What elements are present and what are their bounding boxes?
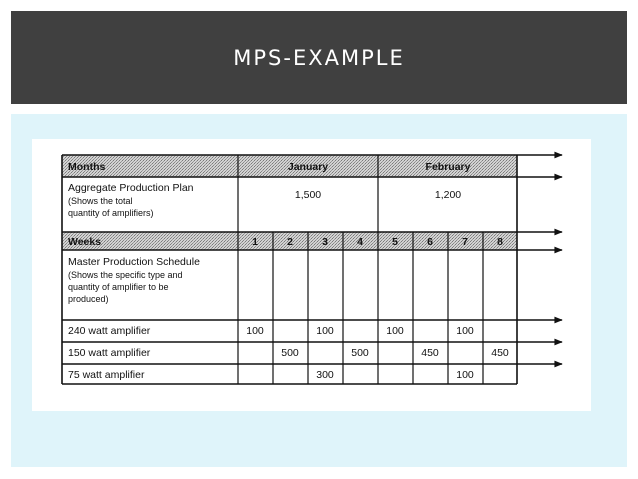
- mps-note-2: quantity of amplifier to be: [68, 282, 169, 292]
- week-number: 7: [462, 236, 468, 248]
- aggregate-title: Aggregate Production Plan: [68, 182, 194, 194]
- mps-table-image: [32, 139, 591, 411]
- row-150w-values: [281, 347, 509, 359]
- table-cell: 450: [421, 347, 439, 359]
- title-bar: [11, 11, 627, 104]
- aggregate-february-value: 1,200: [434, 189, 462, 201]
- week-number: 2: [287, 236, 293, 248]
- table-cell: 300: [316, 369, 334, 381]
- aggregate-january-value: 1,500: [294, 189, 322, 201]
- february-label: February: [425, 161, 471, 173]
- table-cell: 500: [281, 347, 299, 359]
- table-cell: 100: [316, 325, 334, 337]
- table-cell: 100: [456, 325, 474, 337]
- aggregate-note-1: (Shows the total: [68, 196, 133, 206]
- table-cell: 450: [491, 347, 509, 359]
- january-label: January: [287, 161, 329, 173]
- week-number: 1: [252, 236, 258, 248]
- row-75w-values: [316, 369, 474, 381]
- mps-title: Master Production Schedule: [68, 256, 200, 268]
- table-cell: 100: [386, 325, 404, 337]
- weeks-label: Weeks: [68, 236, 102, 248]
- table-cell: 500: [351, 347, 369, 359]
- product-name-150w: 150 watt amplifier: [68, 347, 151, 359]
- table-cell: 100: [246, 325, 264, 337]
- table-cell: 100: [456, 369, 474, 381]
- week-number: 5: [392, 236, 398, 248]
- mps-note-1: (Shows the specific type and: [68, 270, 183, 280]
- slide-title: MPS-EXAMPLE: [233, 45, 405, 70]
- aggregate-note-2: quantity of amplifiers): [68, 208, 154, 218]
- week-number: 3: [322, 236, 328, 248]
- product-name-240w: 240 watt amplifier: [68, 325, 151, 337]
- product-name-75w: 75 watt amplifier: [68, 369, 145, 381]
- mps-note-3: produced): [68, 294, 109, 304]
- week-number: 4: [357, 236, 363, 248]
- mps-table: [32, 139, 591, 411]
- week-number: 8: [497, 236, 503, 248]
- week-number: 6: [427, 236, 433, 248]
- months-label: Months: [68, 161, 106, 173]
- row-240w-values: [246, 325, 474, 337]
